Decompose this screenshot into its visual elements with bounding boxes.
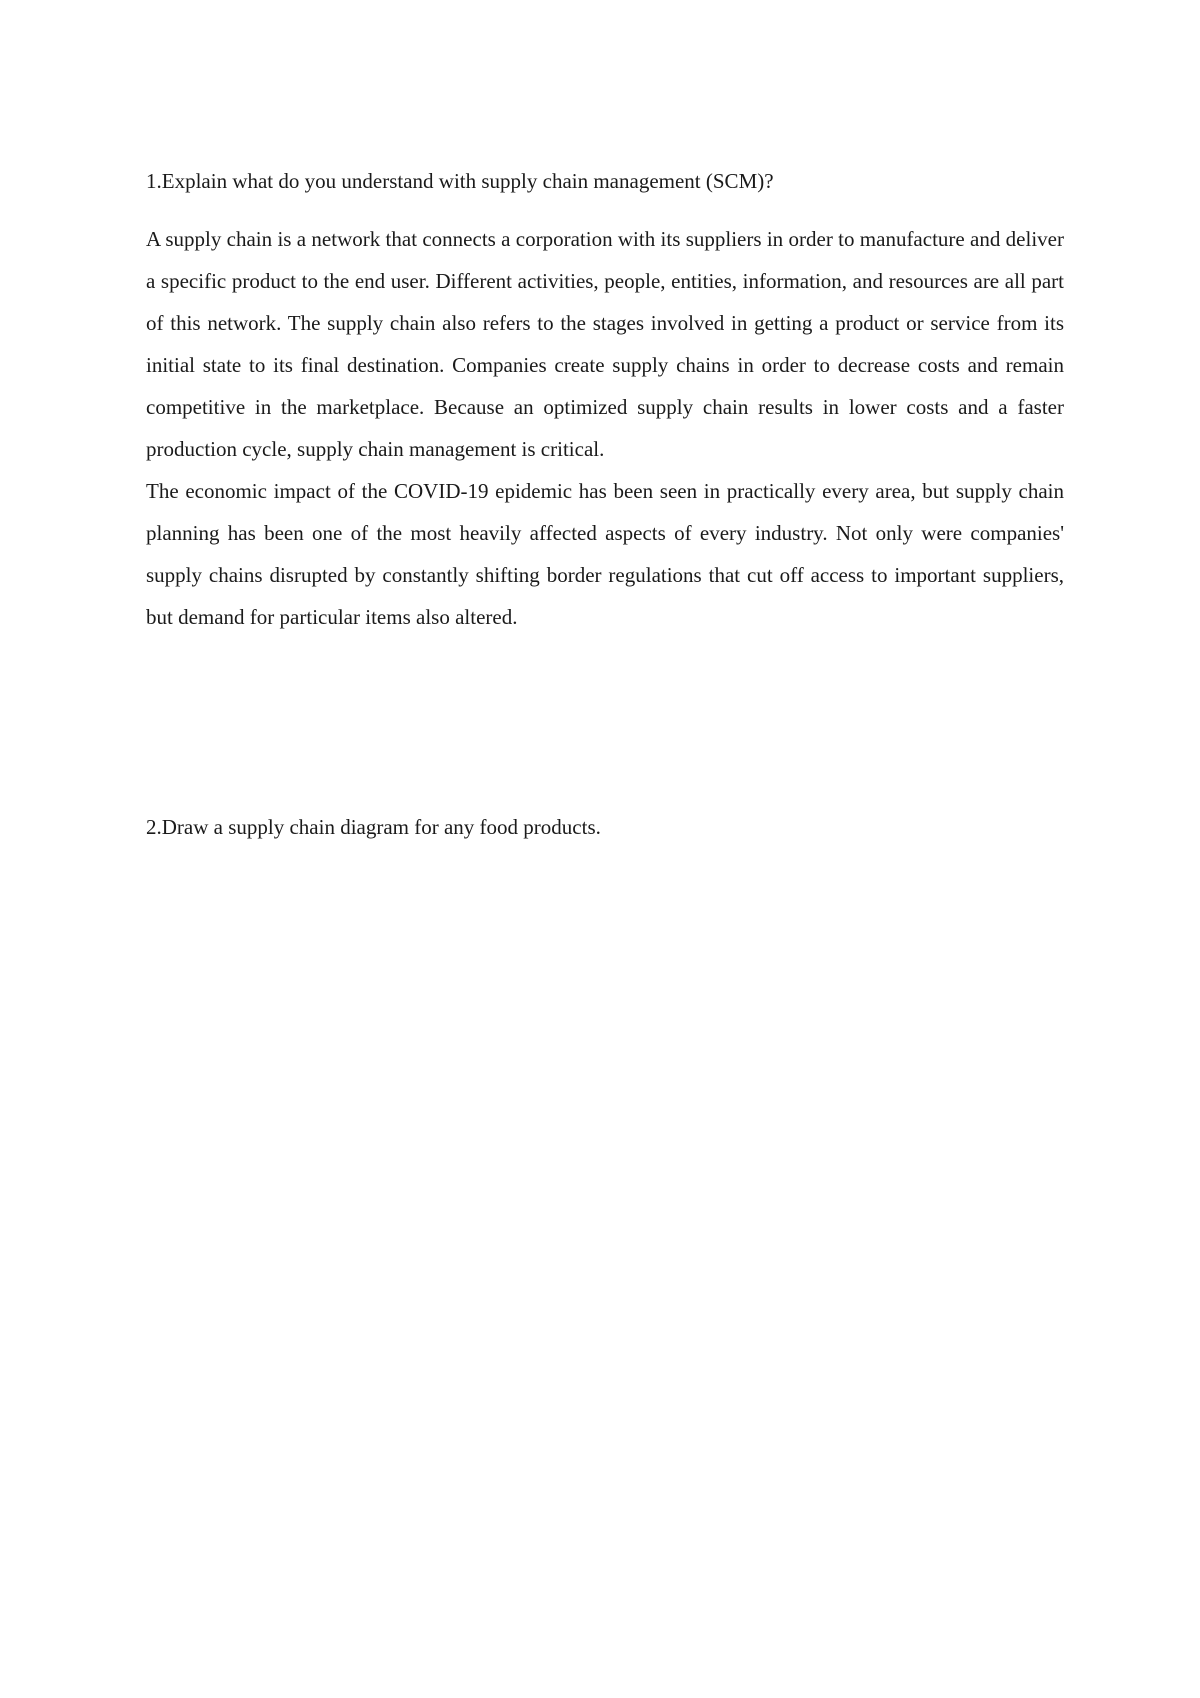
question-2: 2.Draw a supply chain diagram for any food products. <box>146 815 601 839</box>
document-body <box>146 166 1064 638</box>
question-1: 1.Explain what do you understand with supply chain management (SCM)? <box>146 169 774 193</box>
answer-1-paragraph-1: A supply chain is a network that connects a corporation with its suppliers in order to manufacture and deliver a specific product to the end user. Different activities, people, entities, information, and resources are all part of this network. The supply chain also refers to the stages involved in getting a product or service from its initial state to its final destination. Companies create supply chains in order to decrease costs and remain competitive in the marketplace. Because an optimized supply chain results in lower costs and a faster production cycle, supply chain management is critical. <box>146 227 1064 461</box>
answer-1-paragraph-2: The economic impact of the COVID-19 epidemic has been seen in practically every area, but supply chain planning has been one of the most heavily affected aspects of every industry. Not only were companies' supply chains disrupted by constantly shifting border regulations that cut off access to important suppliers, but demand for particular items also altered. <box>146 479 1064 629</box>
